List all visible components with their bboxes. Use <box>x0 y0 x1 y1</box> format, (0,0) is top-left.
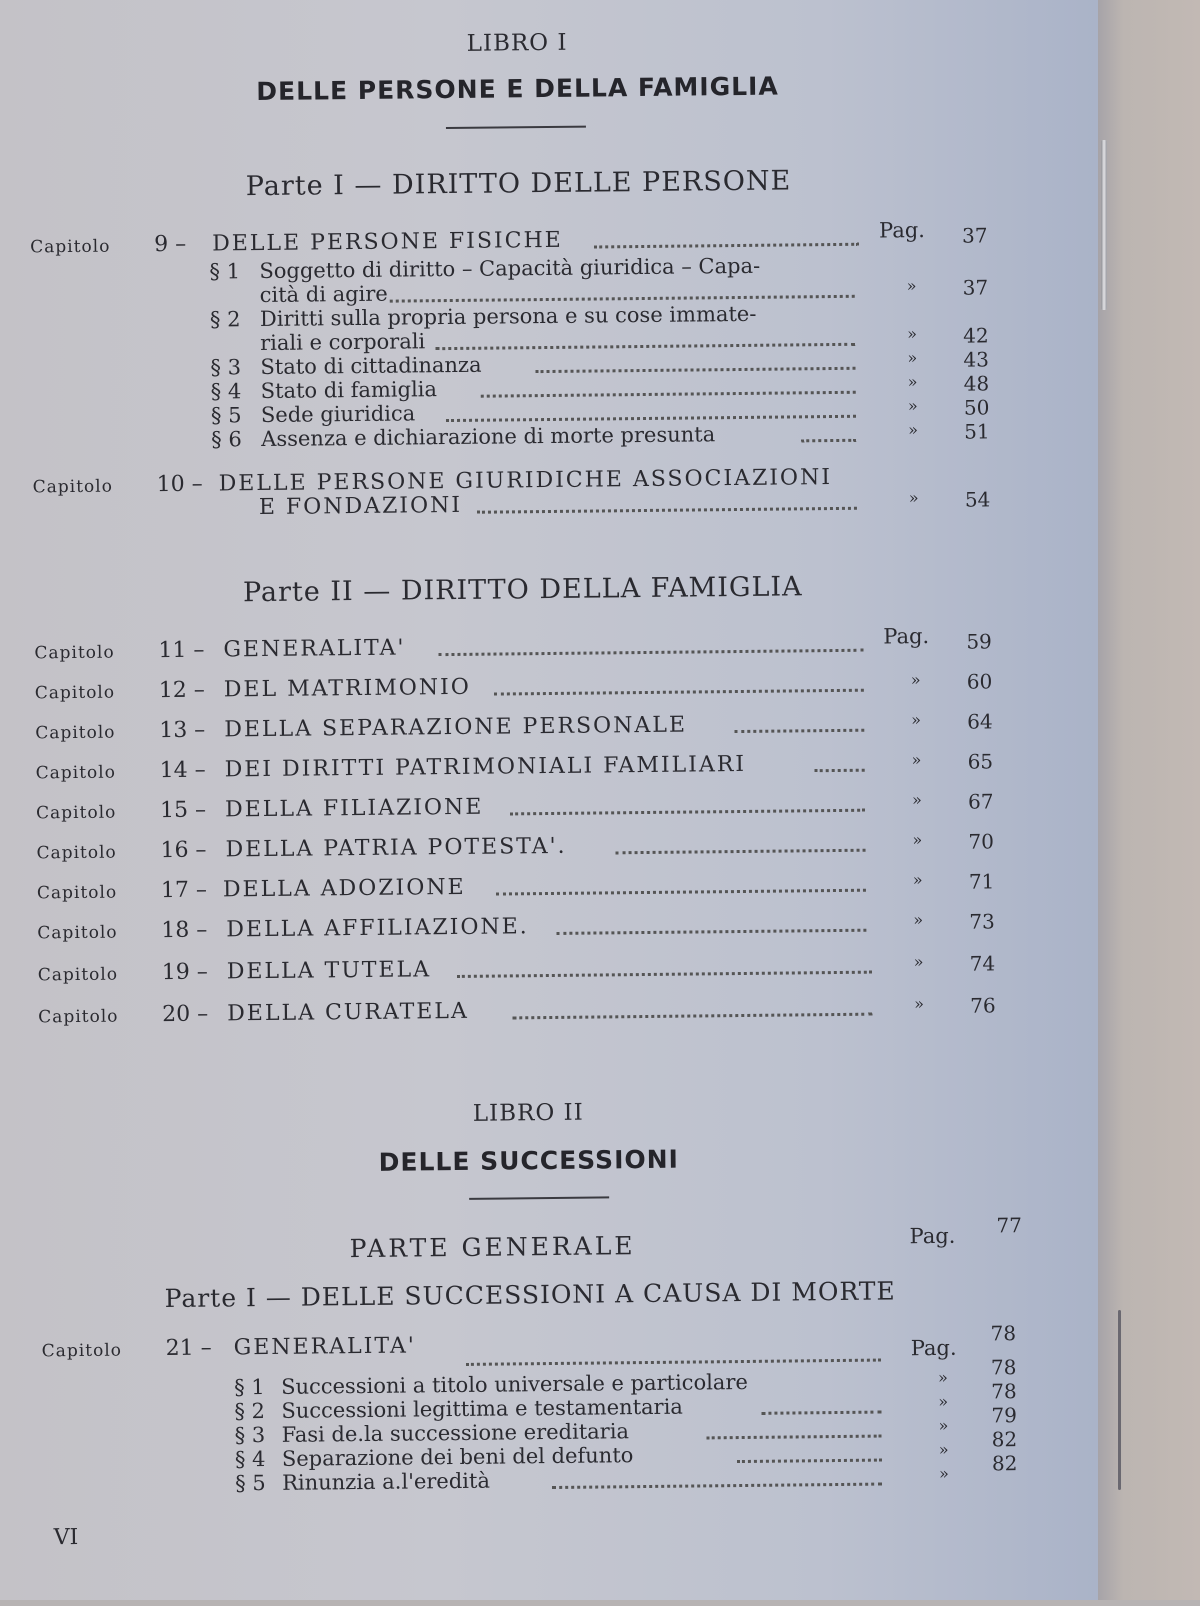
page-number: 78 <box>990 1321 1017 1346</box>
part-title: — DIRITTO DELLA FAMIGLIA <box>363 571 803 607</box>
book-2-title: DELLE SUCCESSIONI <box>378 1144 680 1177</box>
chapter-number: 13 – <box>159 717 206 744</box>
leader-dots <box>496 889 866 896</box>
toc-chapter-row <box>0 829 1050 866</box>
ditto-mark: » <box>910 670 921 690</box>
leader-dots <box>556 929 866 935</box>
divider-rule <box>469 1196 609 1199</box>
page-number: 37 <box>962 275 989 300</box>
section-number: § 4 <box>234 1447 266 1472</box>
pag-label: Pag. <box>883 624 930 649</box>
page-number: 77 <box>996 1213 1023 1238</box>
page-number: 51 <box>964 419 990 444</box>
page-number: 82 <box>991 1451 1018 1476</box>
chapter-label: Capitolo <box>37 922 118 944</box>
part-title: — DIRITTO DELLE PERSONE <box>354 165 792 202</box>
leader-dots <box>734 729 864 733</box>
chapter-title: DEI DIRITTI PATRIMONIALI FAMILIARI <box>224 751 747 783</box>
chapter-label: Capitolo <box>32 476 114 498</box>
chapter-title: DELLA FILIAZIONE <box>224 794 484 823</box>
leader-dots <box>801 439 856 443</box>
page-number: 78 <box>990 1355 1017 1380</box>
section-number: § 4 <box>210 379 242 404</box>
chapter-title: DELLA AFFILIAZIONE. <box>226 914 529 943</box>
chapter-title: DEL MATRIMONIO <box>223 674 471 703</box>
page-number: 70 <box>968 829 995 854</box>
leader-dots <box>512 1013 872 1020</box>
toc-chapter-row <box>2 951 1052 988</box>
leader-dots <box>594 243 859 249</box>
section-number: § 1 <box>234 1375 265 1400</box>
pag-label: Pag. <box>878 218 926 243</box>
ditto-mark: » <box>913 952 924 972</box>
page-number: 50 <box>963 395 990 420</box>
page-number: 79 <box>991 1403 1018 1428</box>
chapter-number: 15 – <box>159 797 207 824</box>
general-part-title: PARTE GENERALE <box>349 1231 636 1264</box>
ditto-mark: » <box>938 1439 949 1459</box>
leader-dots <box>815 769 865 773</box>
leader-dots <box>707 1435 882 1440</box>
part-prefix: Parte II <box>242 576 354 609</box>
facing-page-edge <box>1098 0 1200 1600</box>
page-number: 65 <box>967 749 994 774</box>
section-number: § 2 <box>209 307 241 332</box>
section-title: Rinunzia a.l'eredità <box>282 1468 491 1495</box>
leader-dots <box>494 689 864 696</box>
leader-dots <box>616 849 866 855</box>
ditto-mark: » <box>912 830 923 850</box>
part-heading <box>5 1275 1055 1315</box>
page-number: 54 <box>964 487 991 512</box>
chapter-label: Capitolo <box>35 762 116 784</box>
toc-chapter-row <box>0 669 1049 706</box>
leader-dots <box>438 649 863 656</box>
ditto-mark: » <box>908 420 919 440</box>
chapter-title: DELLA CURATELA <box>227 998 469 1027</box>
chapter-number: 10 – <box>156 471 203 498</box>
section-title-cont: cità di agire <box>259 281 388 308</box>
leader-dots <box>552 1483 882 1489</box>
chapter-label: Capitolo <box>34 642 115 664</box>
leader-dots <box>510 809 865 816</box>
chapter-title: DELLA TUTELA <box>226 957 432 985</box>
divider-rule <box>446 126 586 129</box>
chapter-title: DELLE PERSONE GIURIDICHE ASSOCIAZIONI <box>218 465 833 497</box>
ditto-mark: » <box>907 396 918 416</box>
section-number: § 2 <box>234 1399 266 1424</box>
book-2-label: LIBRO II <box>472 1099 584 1127</box>
ditto-mark: » <box>938 1391 949 1411</box>
chapter-number: 9 – <box>154 231 187 258</box>
chapter-title-cont: E FONDAZIONI <box>258 492 463 521</box>
section-title: Successioni legittima e testamentaria <box>281 1394 684 1423</box>
toc-chapter-row <box>2 993 1052 1030</box>
chapter-label: Capitolo <box>34 682 116 704</box>
chapter-label: Capitolo <box>38 1006 119 1028</box>
page-number: 64 <box>967 709 993 734</box>
ditto-mark: » <box>906 276 917 296</box>
chapter-label: Capitolo <box>36 842 117 864</box>
page-number: 82 <box>991 1427 1018 1452</box>
chapter-label: Capitolo <box>35 722 116 744</box>
chapter-label: Capitolo <box>36 802 117 824</box>
section-number: § 5 <box>210 403 242 428</box>
part-heading <box>0 163 1044 205</box>
chapter-number: 21 – <box>165 1335 212 1362</box>
section-number: § 3 <box>234 1423 266 1448</box>
toc-general-part-row <box>5 1213 1055 1274</box>
chapter-number: 11 – <box>158 637 205 664</box>
pag-label: Pag. <box>909 1223 956 1249</box>
section-title: Fasi de.la successione ereditaria <box>281 1419 630 1447</box>
ditto-mark: » <box>911 790 922 810</box>
section-title-cont: riali e corporali <box>260 329 426 356</box>
chapter-title: DELLE PERSONE FISICHE <box>212 227 563 257</box>
page-number: 42 <box>963 323 989 348</box>
staple-top <box>1101 140 1107 310</box>
section-title: Sede giuridica <box>260 401 416 428</box>
chapter-label: Capitolo <box>30 236 111 258</box>
section-title: Stato di cittadinanza <box>260 352 482 380</box>
ditto-mark: » <box>912 870 923 890</box>
staple-bottom <box>1118 1310 1121 1490</box>
leader-dots <box>477 507 857 514</box>
page-number: 76 <box>970 993 996 1018</box>
ditto-mark: » <box>907 372 918 392</box>
book-1-label: LIBRO I <box>466 29 568 57</box>
page-number: 78 <box>991 1379 1017 1404</box>
ditto-mark: » <box>938 1415 949 1435</box>
chapter-number: 12 – <box>158 677 205 704</box>
chapter-title: DELLA SEPARAZIONE PERSONALE <box>224 712 688 743</box>
toc-chapter-row <box>0 624 1049 666</box>
section-number: § 6 <box>211 427 242 452</box>
toc-chapter-row <box>0 709 1049 746</box>
section-title: Stato di famiglia <box>260 377 438 404</box>
chapter-number: 18 – <box>161 917 208 944</box>
page-number: 74 <box>969 951 996 976</box>
pag-label: Pag. <box>910 1335 957 1361</box>
ditto-mark: » <box>907 324 918 344</box>
part-prefix: Parte I <box>164 1283 258 1314</box>
toc-chapter-row <box>1 869 1051 906</box>
part-heading <box>0 569 1048 611</box>
ditto-mark: » <box>938 1463 949 1483</box>
section-number: § 1 <box>209 259 241 284</box>
leader-dots <box>535 367 855 373</box>
section-title: Soggetto di diritto – Capacità giuridica – Capa- <box>259 253 761 284</box>
leader-dots <box>737 1459 882 1464</box>
ditto-mark: » <box>937 1367 948 1387</box>
page-number: 43 <box>963 347 989 372</box>
section-number: § 3 <box>210 355 242 380</box>
page-folio: VI <box>53 1524 79 1551</box>
chapter-title: GENERALITA' <box>233 1333 416 1361</box>
chapter-number: 19 – <box>161 959 208 986</box>
chapter-label: Capitolo <box>37 964 119 986</box>
chapter-number: 16 – <box>160 837 207 864</box>
page-number: 73 <box>969 909 995 934</box>
page-number: 48 <box>963 371 990 396</box>
ditto-mark: » <box>908 488 919 508</box>
chapter-number: 14 – <box>159 757 206 784</box>
leader-dots <box>457 971 872 978</box>
toc-chapter-row <box>1 909 1051 946</box>
part-title: — DELLE SUCCESSIONI A CAUSA DI MORTE <box>265 1276 896 1313</box>
page-number: 59 <box>966 629 992 654</box>
ditto-mark: » <box>911 710 922 730</box>
page-number: 71 <box>968 869 995 894</box>
page-number: 37 <box>961 223 988 248</box>
part-prefix: Parte I <box>245 170 346 203</box>
ditto-mark: » <box>914 994 925 1014</box>
chapter-label: Capitolo <box>36 882 118 904</box>
ditto-mark: » <box>913 910 924 930</box>
section-number: § 5 <box>235 1471 266 1496</box>
section-title: Diritti sulla propria persona e su cose immate- <box>259 301 757 332</box>
toc-chapter-row <box>0 789 1050 826</box>
section-title: Separazione dei beni del defunto <box>281 1443 634 1471</box>
leader-dots <box>761 1411 881 1415</box>
ditto-mark: » <box>911 750 922 770</box>
chapter-number: 20 – <box>162 1001 209 1028</box>
section-title: Assenza e dichiarazione di morte presunta <box>261 422 716 452</box>
section-title: Successioni a titolo universale e particolare <box>281 1369 748 1399</box>
leader-dots <box>466 1359 881 1366</box>
toc-chapter-row <box>0 749 1050 786</box>
page-number: 67 <box>967 789 994 814</box>
book-1-title: DELLE PERSONE E DELLA FAMIGLIA <box>256 71 779 107</box>
chapter-title: DELLA PATRIA POTESTA'. <box>225 833 567 863</box>
ditto-mark: » <box>907 348 918 368</box>
chapter-title: DELLA ADOZIONE <box>222 874 466 903</box>
chapter-number: 17 – <box>160 877 208 904</box>
chapter-title: GENERALITA' <box>223 635 406 663</box>
page-number: 60 <box>966 669 993 694</box>
toc-chapter-row <box>6 1321 1056 1364</box>
chapter-label: Capitolo <box>41 1340 123 1362</box>
